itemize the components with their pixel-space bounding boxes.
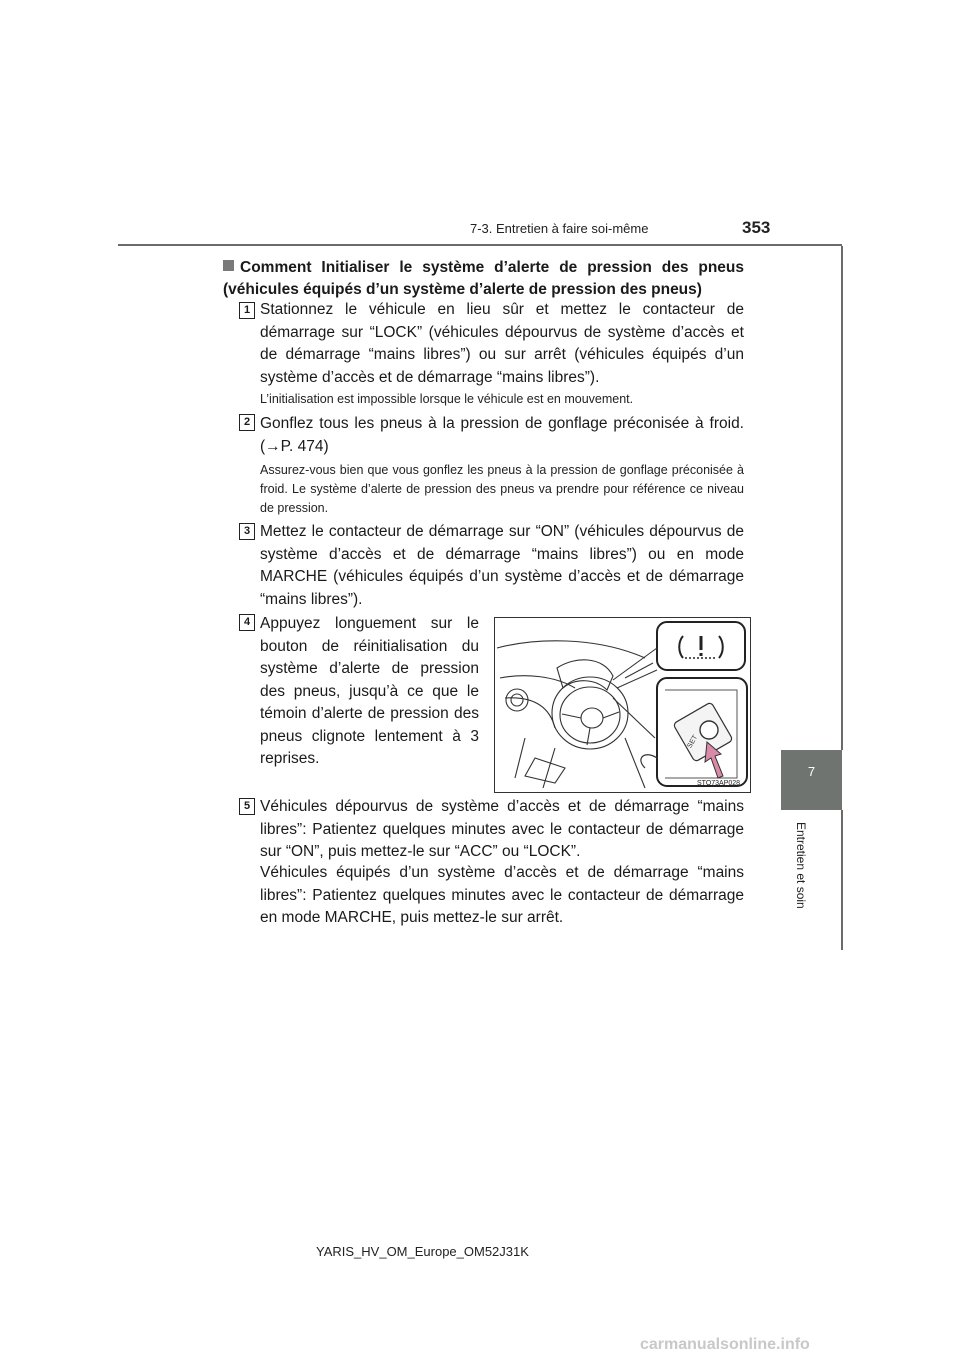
bullet-square-icon — [223, 260, 234, 271]
chapter-number: 7 — [807, 764, 816, 779]
step-1-note: L’initialisation est impossible lorsque le véhicule est en mouvement. — [260, 392, 634, 406]
procedure-heading-text: Comment Initialiser le système d’alerte de pression des pneus (véhicules équipés d’un système d’alerte de pression des pneus) — [223, 259, 744, 298]
step-2-note: Assurez-vous bien que vous gonflez les pneus à la pression de gonflage préconisée à froid. Le système d’alerte de pression des pneus va prendre pour référence ce niveau de pression. — [260, 463, 744, 515]
header-divider — [118, 244, 842, 246]
step-1-text: Stationnez le véhicule en lieu sûr et mettez le contacteur de démarrage sur “LOCK” (véhicules dépourvus de système d’accès et de démarrage “mains libres”) ou sur arrêt (véhicules équipés d’un système d’accès et de démarrage “mains libres”). — [260, 301, 744, 386]
watermark: carmanualsonline.info — [640, 1336, 810, 1353]
step-number-1: 1 — [239, 302, 255, 319]
button-label: SET — [686, 734, 700, 750]
reset-button-illustration — [494, 617, 751, 793]
reset-button-icon — [657, 678, 747, 786]
document-footer: YARIS_HV_OM_Europe_OM52J31K — [316, 1244, 529, 1259]
procedure-heading — [223, 257, 744, 301]
chapter-title: Entretien et soin — [794, 822, 808, 909]
step-number-5: 5 — [239, 798, 255, 815]
step-4-text: Appuyez longuement sur le bouton de réinitialisation du système d’alerte de pression des pneus, jusqu’à ce que le témoin d’alerte de pression des pneus clignote lentement à 3 reprises. — [260, 615, 479, 767]
step-number-3: 3 — [239, 523, 255, 540]
chapter-tab — [781, 750, 842, 810]
step-3-text: Mettez le contacteur de démarrage sur “ON” (véhicules dépourvus de système d’accès et de démarrage “mains libres”) ou en mode MARCHE (véhicules équipés d’un système d’accès et de démarrage “mains libres”). — [260, 523, 744, 608]
step-number-2: 2 — [239, 414, 255, 431]
step-5-text-2: Véhicules équipés d’un système d’accès et de démarrage “mains libres”: Patientez quelques minutes avec le contacteur de démarrage en mode MARCHE, puis mettez-le sur arrêt. — [260, 864, 744, 926]
step-number-4: 4 — [239, 614, 255, 631]
page-number: 353 — [742, 218, 771, 237]
step-2-text: Gonflez tous les pneus à la pression de gonflage préconisée à froid. (→P. 474) — [260, 415, 744, 455]
side-divider-top — [841, 246, 843, 750]
section-title: 7-3. Entretien à faire soi-même — [470, 221, 649, 236]
side-divider-bottom — [841, 810, 843, 950]
step-5-text: Véhicules dépourvus de système d’accès et de démarrage “mains libres”: Patientez quelques minutes avec le contacteur de démarrage sur “ON”, puis mettez-le sur “ACC” ou “LOCK”. — [260, 798, 744, 860]
dashboard-drawing — [495, 618, 750, 792]
figure-code: STO73AP028 — [697, 780, 741, 787]
warning-indicator-icon — [657, 622, 745, 670]
